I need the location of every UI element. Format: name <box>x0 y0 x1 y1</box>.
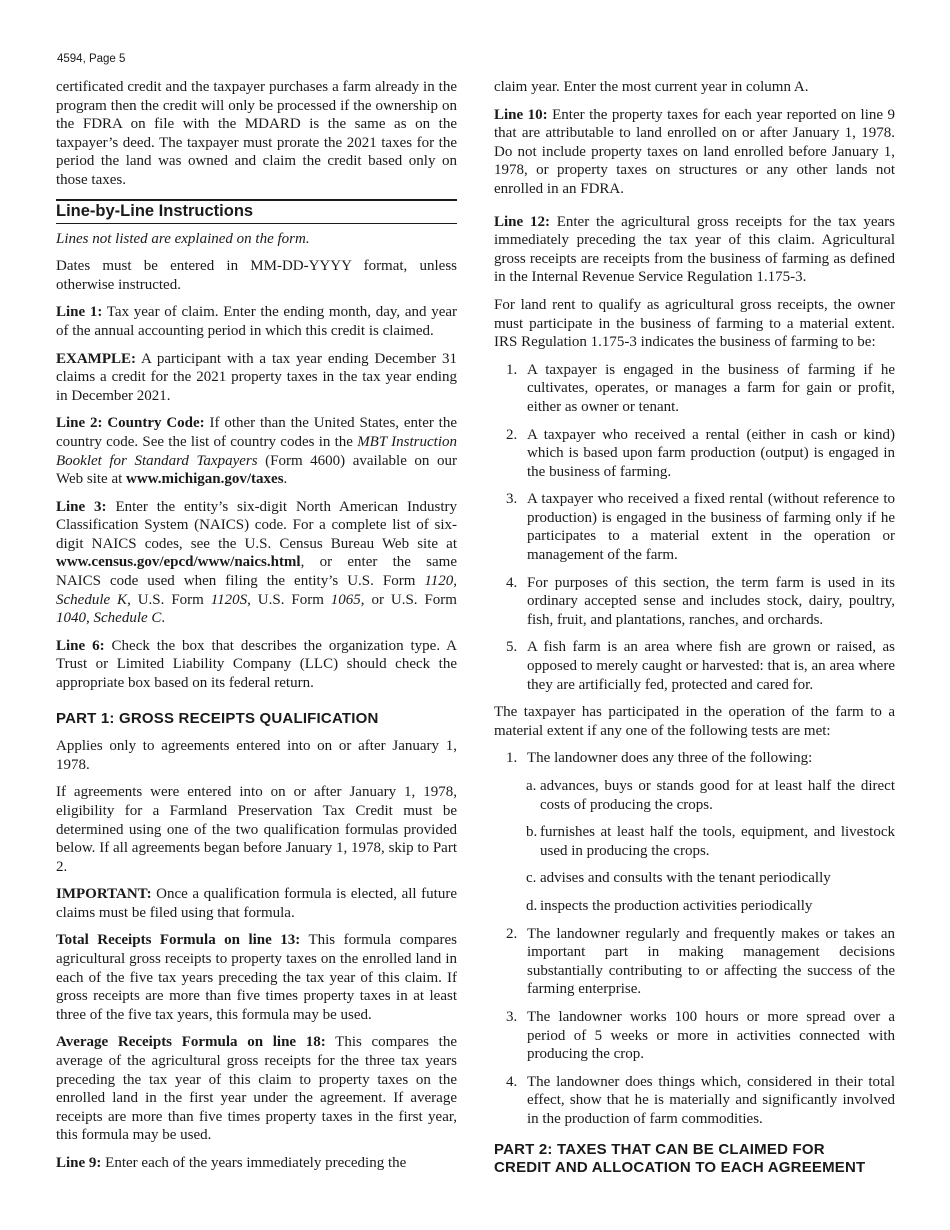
list-item-text: The landowner does any three of the following: <box>527 750 813 767</box>
list-item <box>494 361 895 417</box>
line10-label: Line 10: <box>494 106 548 123</box>
line1-text: Tax year of claim. Enter the ending month, day, and year of the annual accounting period in which this credit is claimed. <box>56 304 458 339</box>
sub-list-item-letter: c. <box>526 870 537 887</box>
total-receipts-label: Total Receipts Formula on line 13: <box>56 932 301 949</box>
line3-text-6: . <box>161 610 166 627</box>
line2-text-2: (Form 4600) available on our Web site at <box>56 452 457 488</box>
list-item-text: A taxpayer is engaged in the business of farming if he cultivates, operates, or manages a farm for gain or profit, either as owner or tenant. <box>527 361 895 415</box>
sub-list-item <box>494 897 895 916</box>
line3-paragraph <box>56 498 457 628</box>
line2-text-3: . <box>283 471 288 488</box>
land-rent-paragraph: For land rent to qualify as agricultural gross receipts, the owner must participate in the business of farming to a material extent. IRS Regulation 1.175-3 indicates the business of farming to be: <box>494 296 895 351</box>
census-naics-link[interactable]: www.census.gov/epcd/www/naics.html <box>56 554 301 571</box>
sub-list-item <box>494 823 895 860</box>
if-agreements-paragraph: If agreements were entered into on or after January 1, 1978, eligibility for a Farmland Preservation Tax Credit must be determined using one of the two qualification formulas provided below. If all agreements began before January 1, 1978, skip to Part 2. <box>56 784 457 875</box>
right-column <box>494 78 895 1178</box>
line12-text: Enter the agricultural gross receipts for the tax years immediately preceding the tax year of this claim. Agricultural gross receipts are receipts from the business of farming as defined in the Internal Revenue Service Regulation 1.175-3. <box>494 213 895 286</box>
sub-test-list <box>494 777 895 916</box>
list-item <box>494 1073 895 1129</box>
important-label: IMPORTANT: <box>56 886 152 903</box>
line3-label: Line 3: <box>56 498 107 515</box>
sub-list-item-letter: a. <box>526 778 537 794</box>
farming-definition-list <box>494 361 895 695</box>
average-receipts-text: This compares the average of the agricultural gross receipts for the three tax years preceding the tax year of this claim to property taxes on the enrolled land in the first year under the agreement. If average receipts are more than five times property taxes in the first year, this formula may be used. <box>56 1034 457 1144</box>
line9-label: Line 9: <box>56 1155 102 1171</box>
sub-list-item-text: inspects the production activities periodically <box>540 897 813 914</box>
line6-paragraph <box>56 637 457 693</box>
list-item <box>494 638 895 694</box>
line9-continued: claim year. Enter the most current year in column A. <box>494 79 809 95</box>
part1-heading: PART 1: GROSS RECEIPTS QUALIFICATION <box>56 709 379 727</box>
list-item-number: 2. <box>506 426 518 443</box>
line3-text-4: , U.S. Form <box>247 591 331 608</box>
list-item-number: 3. <box>506 1008 518 1025</box>
form-1120s: 1120S <box>210 591 248 608</box>
lines-not-listed-text: Lines not listed are explained on the form. <box>56 230 310 247</box>
example-text: A participant with a tax year ending December 31 claims a credit for the 2021 property taxes in the tax year ending in December 2021. <box>56 350 457 404</box>
list-item-number: 1. <box>506 361 518 378</box>
list-item-text: A fish farm is an area where fish are grown or raised, as opposed to merely caught or harvested: that is, an area where they are artificially fed, protected and cared for. <box>527 639 895 693</box>
line10-text: Enter the property taxes for each year reported on line 9 that are attributable to land enrolled on or after January 1, 1978. Do not include property taxes on land enrolled before January 1, 1978, or property taxes on structures or any other lands not enrolled in an FDRA. <box>494 106 895 197</box>
list-item <box>494 490 895 564</box>
participated-paragraph: The taxpayer has participated in the operation of the farm to a material extent if any one of the following tests are met: <box>494 704 895 739</box>
line12-paragraph <box>494 213 895 287</box>
list-item <box>494 574 895 630</box>
line10-paragraph <box>494 106 895 199</box>
example-label: EXAMPLE: <box>56 350 136 367</box>
list-item-number: 2. <box>506 925 518 942</box>
mbt-booklet-title: MBT Instruction Booklet for Standard Taxpayers <box>56 433 457 469</box>
line2-label: Line 2: Country Code: <box>56 415 205 432</box>
material-participation-tests <box>494 749 895 768</box>
sub-list-item-text: advises and consults with the tenant periodically <box>540 870 831 887</box>
left-column <box>56 78 457 1173</box>
line-by-line-heading: Line-by-Line Instructions <box>56 199 457 224</box>
line3-text-2: , or enter the same NAICS code used when filing the entity’s U.S. Form <box>56 554 457 590</box>
lines-not-listed-note <box>56 230 457 249</box>
list-item-text: The landowner works 100 hours or more spread over a period of 5 weeks or more in activities connected with producing the crop. <box>527 1008 895 1063</box>
list-item-number: 5. <box>506 639 518 656</box>
line6-text: Check the box that describes the organization type. A Trust or Limited Liability Company (LLC) should check the appropriate box based on its federal return. <box>56 637 458 692</box>
part2-heading-line1: PART 2: TAXES THAT CAN BE CLAIMED FOR <box>494 1140 825 1158</box>
list-item <box>494 1008 895 1064</box>
list-item-number: 3. <box>506 491 518 508</box>
sub-list-item <box>494 777 895 814</box>
sub-list-item-text: advances, buys or stands good for at least half the direct costs of producing the crops. <box>540 778 895 813</box>
average-receipts-label: Average Receipts Formula on line 18: <box>56 1034 326 1051</box>
form-1040-schedule-c: 1040, Schedule C <box>56 610 162 627</box>
line9-text: Enter each of the years immediately preceding the <box>101 1155 407 1171</box>
line2-text-1: If other than the United States, enter the country code. See the list of country codes in the <box>56 415 458 450</box>
line6-label: Line 6: <box>56 637 105 654</box>
list-item-number: 4. <box>506 574 518 591</box>
part2-heading-line2: CREDIT AND ALLOCATION TO EACH AGREEMENT <box>494 1159 866 1176</box>
list-item-text: The landowner regularly and frequently makes or takes an important part in making management decisions substantially contributing to or affecting the success of the farming enterprise. <box>527 925 895 998</box>
sub-list-item-letter: b. <box>526 824 538 841</box>
sub-list-item <box>494 869 895 888</box>
average-receipts-paragraph <box>56 1033 457 1145</box>
line1-paragraph <box>56 303 457 340</box>
list-item-number: 1. <box>506 750 518 767</box>
line9-paragraph <box>56 1154 457 1173</box>
sub-list-item-letter: d. <box>526 897 538 914</box>
dates-paragraph: Dates must be entered in MM-DD-YYYY format, unless otherwise instructed. <box>56 258 457 293</box>
michigan-taxes-link[interactable]: www.michigan.gov/taxes <box>126 471 284 488</box>
line3-text-5: or U.S. Form <box>364 591 457 608</box>
example-paragraph <box>56 350 457 406</box>
line1-label: Line 1: <box>56 304 103 321</box>
part2-heading <box>494 1141 895 1178</box>
list-item-number: 4. <box>506 1073 518 1090</box>
list-item-text: A taxpayer who received a fixed rental (without reference to production) is engaged in the business of farming only if he participates to a material extent in the operation or management of the farm. <box>527 491 895 564</box>
line12-label: Line 12: <box>494 213 550 230</box>
list-item-text: For purposes of this section, the term farm is used in its ordinary accepted sense and includes stock, dairy, poultry, fish, fruit, and plantations, ranches, and orchards. <box>527 574 895 628</box>
material-participation-tests-continued <box>494 925 895 1129</box>
line2-paragraph <box>56 414 457 488</box>
line3-text-1: Enter the entity’s six-digit North American Industry Classification System (NAICS) code. For a complete list of six-digit NAICS codes, see the U.S. Census Bureau Web site at <box>56 498 458 552</box>
applies-paragraph: Applies only to agreements entered into on or after January 1, 1978. <box>56 738 457 773</box>
total-receipts-paragraph <box>56 931 457 1024</box>
form-1120-schedule-k: 1120, Schedule K <box>56 573 457 608</box>
sub-list-item-text: furnishes at least half the tools, equipment, and livestock used in producing the crops. <box>540 824 895 859</box>
list-item-text: A taxpayer who received a rental (either in cash or kind) which is based upon farm production (output) is engaged in the business of farming. <box>527 426 895 480</box>
important-text: Once a qualification formula is elected, all future claims must be filed using that formula. <box>56 886 457 921</box>
page-number-label: 4594, Page 5 <box>57 53 126 65</box>
form-1065: 1065, <box>330 591 365 608</box>
important-paragraph <box>56 885 457 922</box>
line3-text-3: , U.S. Form <box>127 591 211 608</box>
list-item <box>494 925 895 999</box>
intro-paragraph: certificated credit and the taxpayer purchases a farm already in the program then the credit will only be processed if the ownership on the FDRA on file with the MDARD is the same as on the taxpayer’s deed. The taxpayer must prorate the 2021 taxes for the period the land was owned and claim the credit based only on those taxes. <box>56 79 457 188</box>
total-receipts-text: This formula compares agricultural gross receipts to property taxes on the enrolled land in each of the five tax years preceding the tax year of this claim. If gross receipts are more than five times property taxes in at least three of the five tax years, this formula may be used. <box>56 932 458 1023</box>
list-item <box>494 749 895 768</box>
list-item-text: The landowner does things which, considered in their total effect, show that he is materially and significantly involved in the production of farm commodities. <box>527 1073 895 1127</box>
list-item <box>494 426 895 482</box>
